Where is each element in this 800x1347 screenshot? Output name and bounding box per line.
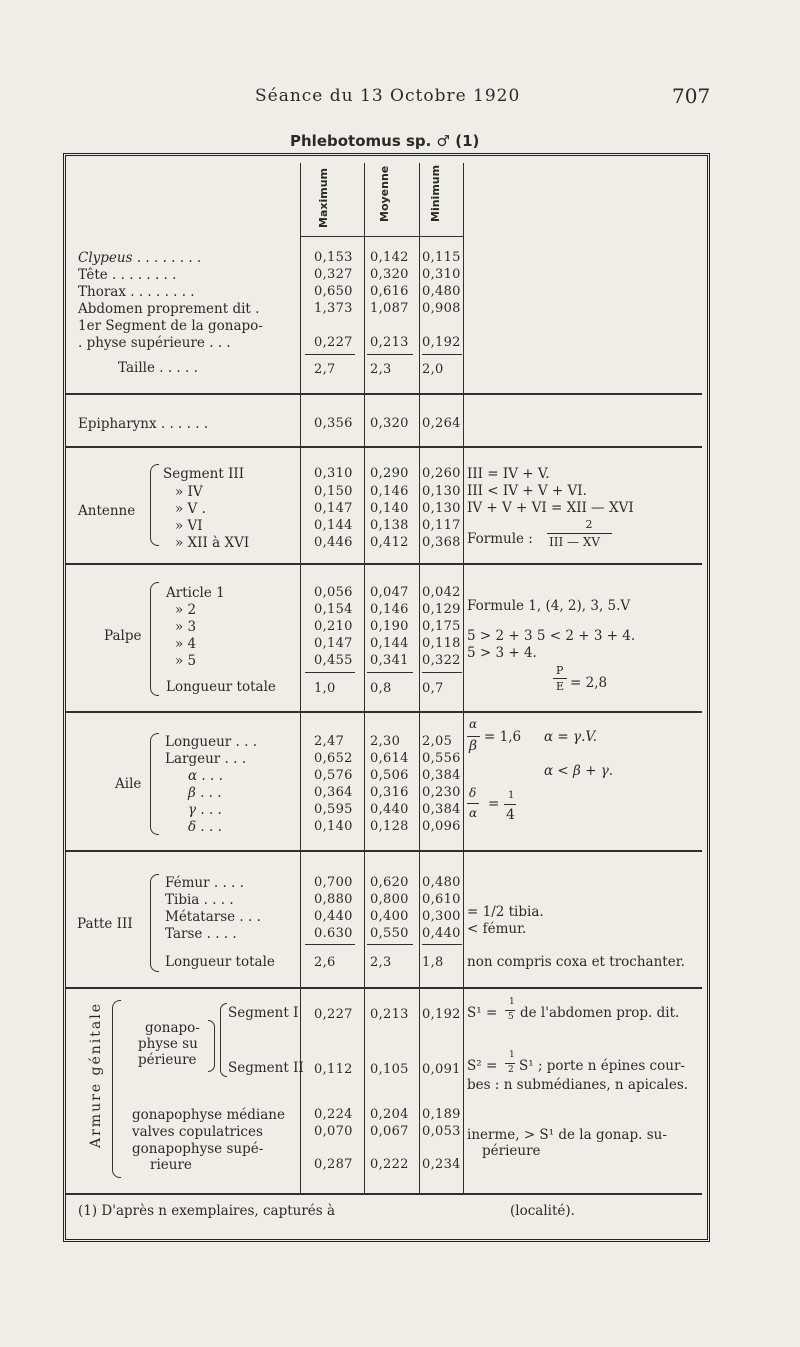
cell-min: 0,192 [422, 1007, 461, 1022]
patte-brace [150, 874, 159, 972]
aile-frac2-num: δ [469, 786, 477, 800]
row-label: Largeur . . . [165, 751, 246, 767]
cell-moy: 0,144 [370, 636, 409, 651]
aile-frac1-num: α [469, 717, 478, 731]
cell-min: 0,908 [422, 301, 461, 316]
cell-max: 0,147 [314, 501, 353, 516]
patte-note: non compris coxa et trochanter. [467, 954, 685, 970]
cell-min: 0,175 [422, 619, 461, 634]
antenne-note: III < IV + V + VI. [467, 483, 587, 499]
patte-total-label: Longueur totale [165, 954, 275, 970]
cell-min: 1,8 [422, 955, 444, 970]
row-label: 1er Segment de la gonapo- [78, 318, 263, 334]
cell-max: 0,595 [314, 802, 353, 817]
ratio-bar [553, 678, 567, 679]
row-label: valves copulatrices [132, 1124, 263, 1140]
cell-min: 0,130 [422, 501, 461, 516]
cell-moy: 0,142 [370, 250, 409, 265]
cell-moy: 2,3 [370, 362, 392, 377]
row-label: Fémur . . . . [165, 875, 244, 891]
cell-moy: 0,316 [370, 785, 409, 800]
cell-min: 0,384 [422, 768, 461, 783]
row-label: Tarse . . . . [165, 926, 237, 942]
col-header-minimum: Minimum [429, 164, 442, 222]
cell-min: 0,610 [422, 892, 461, 907]
row-label: . physe supérieure . . . [78, 335, 231, 351]
cell-max: 2,6 [314, 955, 336, 970]
cell-max: 0,440 [314, 909, 353, 924]
row-label: » IV [175, 484, 203, 500]
cell-moy: 0,440 [370, 802, 409, 817]
cell-max: 1,373 [314, 301, 353, 316]
cell-min: 0,053 [422, 1124, 461, 1139]
seg2-note-c: bes : n submédianes, n apicales. [467, 1077, 689, 1093]
cell-moy: 0,047 [370, 585, 409, 600]
cell-min: 2,0 [422, 362, 444, 377]
antenne-note: Formule : [467, 531, 533, 547]
cell-max: 0,070 [314, 1124, 353, 1139]
row-label: Métatarse . . . [165, 909, 261, 925]
cell-min: 0,115 [422, 250, 461, 265]
cell-max: 2,47 [314, 734, 345, 749]
aile-brace [150, 733, 159, 835]
cell-min: 0,322 [422, 653, 461, 668]
cell-moy: 0,213 [370, 1007, 409, 1022]
gonapo-label: gonapo- [145, 1020, 200, 1036]
cell-moy: 0,506 [370, 768, 409, 783]
cell-max: 0,150 [314, 484, 353, 499]
col-header-maximum: Maximum [317, 168, 330, 228]
aile-frac3-den: 4 [506, 807, 515, 823]
cell-moy: 0,146 [370, 484, 409, 499]
aile-label: Aile [115, 776, 142, 792]
col-sep-3 [419, 163, 420, 1193]
cell-max: 0,652 [314, 751, 353, 766]
cell-min: 0,480 [422, 284, 461, 299]
armure-note: périeure [482, 1143, 541, 1159]
aile-frac1-den: β [469, 738, 478, 754]
row-label: γ . . . [188, 802, 222, 818]
patte-note: < fémur. [467, 921, 527, 937]
gonapo-brace-right [220, 1003, 227, 1077]
page-number: 707 [672, 84, 711, 108]
cell-min: 0,189 [422, 1107, 461, 1122]
aile-frac2-eq: = [488, 796, 500, 812]
seg1-label: Segment I [228, 1005, 299, 1021]
cell-moy: 0,190 [370, 619, 409, 634]
row-label: rieure [150, 1157, 192, 1173]
antenne-note: IV + V + VI = XII — XVI [467, 500, 634, 516]
taille-label: Taille . . . . . [118, 360, 198, 376]
cell-max: 0,700 [314, 875, 353, 890]
running-header: Séance du 13 Octobre 1920 [255, 86, 521, 106]
cell-moy: 0,614 [370, 751, 409, 766]
cell-min: 0,096 [422, 819, 461, 834]
cell-max: 0,210 [314, 619, 353, 634]
row-label: α . . . [188, 768, 223, 784]
row-label: » VI [175, 518, 203, 534]
cell-min: 0,230 [422, 785, 461, 800]
cell-min: 0,440 [422, 926, 461, 941]
cell-max: 0,327 [314, 267, 353, 282]
cell-min: 0,310 [422, 267, 461, 282]
cell-max: 0.630 [314, 926, 353, 941]
palpe-note: Formule 1, (4, 2), 3, 5.V [467, 598, 631, 614]
col-sep-4 [463, 163, 464, 1193]
cell-moy: 0,620 [370, 875, 409, 890]
patte-label: Patte III [77, 916, 133, 932]
row-label: δ . . . [188, 819, 222, 835]
row-label: Tibia . . . . [165, 892, 234, 908]
row-label: » 4 [175, 636, 197, 652]
cell-min: 0,7 [422, 681, 444, 696]
palpe-total-label: Longueur totale [166, 679, 276, 695]
cell-max: 0,154 [314, 602, 353, 617]
armure-label: Armure génitale [88, 1002, 104, 1148]
palpe-label: Palpe [104, 628, 142, 644]
cell-moy: 0,341 [370, 653, 409, 668]
cell-min: 0,129 [422, 602, 461, 617]
aile-frac3-num: 1 [508, 790, 515, 801]
cell-min: 0,556 [422, 751, 461, 766]
cell-max: 0,650 [314, 284, 353, 299]
cell-max: 0,364 [314, 785, 353, 800]
cell-max: 0,140 [314, 819, 353, 834]
antenne-brace [150, 464, 159, 546]
cell-moy: 0,550 [370, 926, 409, 941]
seg1-note-b: de l'abdomen prop. dit. [520, 1005, 680, 1021]
col-sep-1 [300, 163, 301, 1193]
ratio-denominator: E [556, 680, 565, 693]
aile-note-2: α < β + γ. [544, 763, 614, 779]
cell-moy: 0,213 [370, 335, 409, 350]
cell-moy: 0,400 [370, 909, 409, 924]
row-label: gonapophyse médiane [132, 1107, 285, 1123]
cell-max: 0,356 [314, 416, 353, 431]
cell-max: 0,227 [314, 335, 353, 350]
cell-min: 0,480 [422, 875, 461, 890]
aile-frac2-den: α [469, 806, 478, 820]
ratio-value: = 2,8 [570, 675, 608, 691]
row-label: » 2 [175, 602, 197, 618]
row-label: Article 1 [166, 585, 225, 601]
palpe-note: 5 > 3 + 4. [467, 645, 537, 661]
antenne-label: Antenne [78, 503, 136, 519]
row-label: Abdomen proprement dit . [78, 301, 260, 317]
cell-max: 0,056 [314, 585, 353, 600]
row-label: Longueur . . . [165, 734, 258, 750]
cell-moy: 0,138 [370, 518, 409, 533]
seg2-label: Segment II [228, 1060, 304, 1076]
cell-max: 0,227 [314, 1007, 353, 1022]
cell-moy: 1,087 [370, 301, 409, 316]
formula-bar [547, 533, 612, 534]
cell-moy: 0,320 [370, 267, 409, 282]
seg1-frac-den: 5 [508, 1012, 514, 1022]
gonapo-label: physe su [138, 1036, 198, 1052]
seg1-frac-num: 1 [509, 997, 515, 1007]
antenne-note: III = IV + V. [467, 466, 550, 482]
cell-moy: 0,412 [370, 535, 409, 550]
seg2-frac-num: 1 [509, 1050, 515, 1060]
cell-min: 0,384 [422, 802, 461, 817]
cell-max: 0,153 [314, 250, 353, 265]
cell-moy: 2,30 [370, 734, 401, 749]
cell-moy: 0,800 [370, 892, 409, 907]
cell-max: 0,576 [314, 768, 353, 783]
gonapo-brace-left [208, 1020, 215, 1072]
cell-moy: 0,105 [370, 1062, 409, 1077]
cell-moy: 0,222 [370, 1157, 409, 1172]
cell-moy: 0,290 [370, 466, 409, 481]
cell-min: 0,117 [422, 518, 461, 533]
table-title: Phlebotomus sp. ♂ (1) [290, 132, 480, 150]
cell-min: 0,264 [422, 416, 461, 431]
header-rule [300, 236, 463, 237]
row-label: » 5 [175, 653, 197, 669]
aile-note-1: α = γ.V. [544, 729, 598, 745]
ratio-numerator: P [556, 664, 564, 677]
footnote-locality: (localité). [510, 1203, 575, 1219]
cell-moy: 0,146 [370, 602, 409, 617]
cell-min: 2,05 [422, 734, 453, 749]
cell-min: 0,042 [422, 585, 461, 600]
cell-moy: 0,204 [370, 1107, 409, 1122]
col-header-moyenne: Moyenne [378, 165, 391, 222]
cell-moy: 0,616 [370, 284, 409, 299]
cell-moy: 2,3 [370, 955, 392, 970]
row-label: Clypeus . . . . . . . . [78, 250, 202, 266]
cell-moy: 0,140 [370, 501, 409, 516]
seg1-note-a: S¹ = [467, 1005, 498, 1021]
armure-brace [112, 1000, 121, 1178]
cell-moy: 0,8 [370, 681, 392, 696]
palpe-brace [150, 582, 159, 696]
cell-min: 0,300 [422, 909, 461, 924]
cell-max: 0,455 [314, 653, 353, 668]
aile-frac1-val: = 1,6 [484, 729, 522, 745]
row-label: » 3 [175, 619, 197, 635]
cell-max: 0,147 [314, 636, 353, 651]
cell-max: 2,7 [314, 362, 336, 377]
cell-min: 0,118 [422, 636, 461, 651]
formula-numerator: 2 [585, 518, 593, 531]
gonapo-label: périeure [138, 1052, 197, 1068]
row-label: » V . [175, 501, 206, 517]
cell-moy: 0,320 [370, 416, 409, 431]
cell-max: 0,112 [314, 1062, 353, 1077]
seg2-frac-den: 2 [508, 1065, 514, 1075]
col-sep-2 [364, 163, 365, 1193]
cell-min: 0,130 [422, 484, 461, 499]
cell-max: 0,287 [314, 1157, 353, 1172]
seg2-note-b: S¹ ; porte n épines cour- [519, 1058, 685, 1074]
cell-moy: 0,067 [370, 1124, 409, 1139]
cell-max: 0,144 [314, 518, 353, 533]
formula-denominator: III — XV [549, 535, 601, 549]
patte-note: = 1/2 tibia. [467, 904, 544, 920]
cell-min: 0,091 [422, 1062, 461, 1077]
cell-max: 0,880 [314, 892, 353, 907]
cell-moy: 0,128 [370, 819, 409, 834]
armure-note: inerme, > S¹ de la gonap. su- [467, 1127, 667, 1143]
footnote: (1) D'après n exemplaires, capturés à [78, 1203, 336, 1219]
palpe-note: 5 > 2 + 3 5 < 2 + 3 + 4. [467, 628, 636, 644]
row-label: Thorax . . . . . . . . [78, 284, 195, 300]
cell-min: 0,368 [422, 535, 461, 550]
row-label: Segment III [163, 466, 245, 482]
cell-min: 0,192 [422, 335, 461, 350]
row-label: β . . . [188, 785, 222, 801]
cell-min: 0,234 [422, 1157, 461, 1172]
row-label: Tête . . . . . . . . [78, 267, 177, 283]
cell-max: 0,446 [314, 535, 353, 550]
row-label: gonapophyse supé- [132, 1141, 264, 1157]
seg2-note-a: S² = [467, 1058, 498, 1074]
cell-max: 0,310 [314, 466, 353, 481]
cell-max: 0,224 [314, 1107, 353, 1122]
row-label: » XII à XVI [175, 535, 250, 551]
cell-min: 0,260 [422, 466, 461, 481]
cell-max: 1,0 [314, 681, 336, 696]
epipharynx-label: Epipharynx . . . . . . [78, 416, 209, 432]
